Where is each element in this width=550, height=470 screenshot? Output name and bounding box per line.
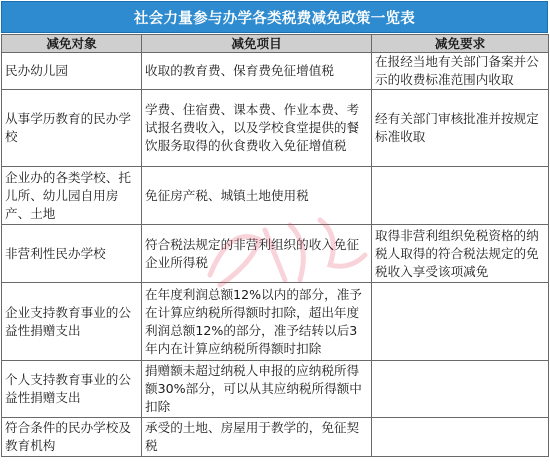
- cell-requirement: [372, 361, 549, 418]
- header-target: 减免对象: [2, 35, 142, 53]
- cell-target: 民办幼儿园: [2, 53, 142, 90]
- cell-item: 在年度利润总额12%以内的部分，准予在计算应纳税所得额时扣除，超出年度利润总额12%的部分，准予结转以后3年内在计算应纳税所得额时扣除: [142, 283, 372, 361]
- header-item: 减免项目: [142, 35, 372, 53]
- table-row: [2, 283, 549, 361]
- cell-requirement: [372, 418, 549, 457]
- cell-item: 收取的教育费、保育费免征增值税: [142, 53, 372, 90]
- cell-requirement: 取得非营利组织免税资格的纳税人取得的符合税法规定的免税收入享受该项减免: [372, 225, 549, 283]
- table-row: [2, 90, 549, 167]
- cell-target: 个人支持教育事业的公益性捐赠支出: [2, 361, 142, 418]
- cell-item: 免征房产税、城镇土地使用税: [142, 167, 372, 225]
- cell-target: 企业办的各类学校、托儿所、幼儿园自用房产、土地: [2, 167, 142, 225]
- cell-requirement: [372, 283, 549, 361]
- header-row: [2, 35, 549, 53]
- cell-item: 符合税法规定的非营利组织的收入免征企业所得税: [142, 225, 372, 283]
- policy-table: [1, 34, 549, 457]
- cell-requirement: [372, 167, 549, 225]
- table-row: [2, 418, 549, 457]
- header-requirement: 减免要求: [372, 35, 549, 53]
- cell-target: 从事学历教育的民办学校: [2, 90, 142, 167]
- cell-item: 承受的土地、房屋用于教学的，免征契税: [142, 418, 372, 457]
- cell-requirement: 在报经当地有关部门备案并公示的收费标准范围内收取: [372, 53, 549, 90]
- table-row: [2, 225, 549, 283]
- cell-target: 符合条件的民办学校及教育机构: [2, 418, 142, 457]
- cell-target: 企业支持教育事业的公益性捐赠支出: [2, 283, 142, 361]
- cell-requirement: 经有关部门审核批准并按规定标准收取: [372, 90, 549, 167]
- cell-item: 捐赠额未超过纳税人申报的应纳税所得额30%部分，可以从其应纳税所得额中扣除: [142, 361, 372, 418]
- cell-target: 非营利性民办学校: [2, 225, 142, 283]
- table-title: 社会力量参与办学各类税费减免政策一览表: [1, 1, 548, 33]
- cell-item: 学费、住宿费、课本费、作业本费、考试报名费收入，以及学校食堂提供的餐饮服务取得的伙食费收入免征增值税: [142, 90, 372, 167]
- table-row: [2, 361, 549, 418]
- table-row: [2, 53, 549, 90]
- table-row: [2, 167, 549, 225]
